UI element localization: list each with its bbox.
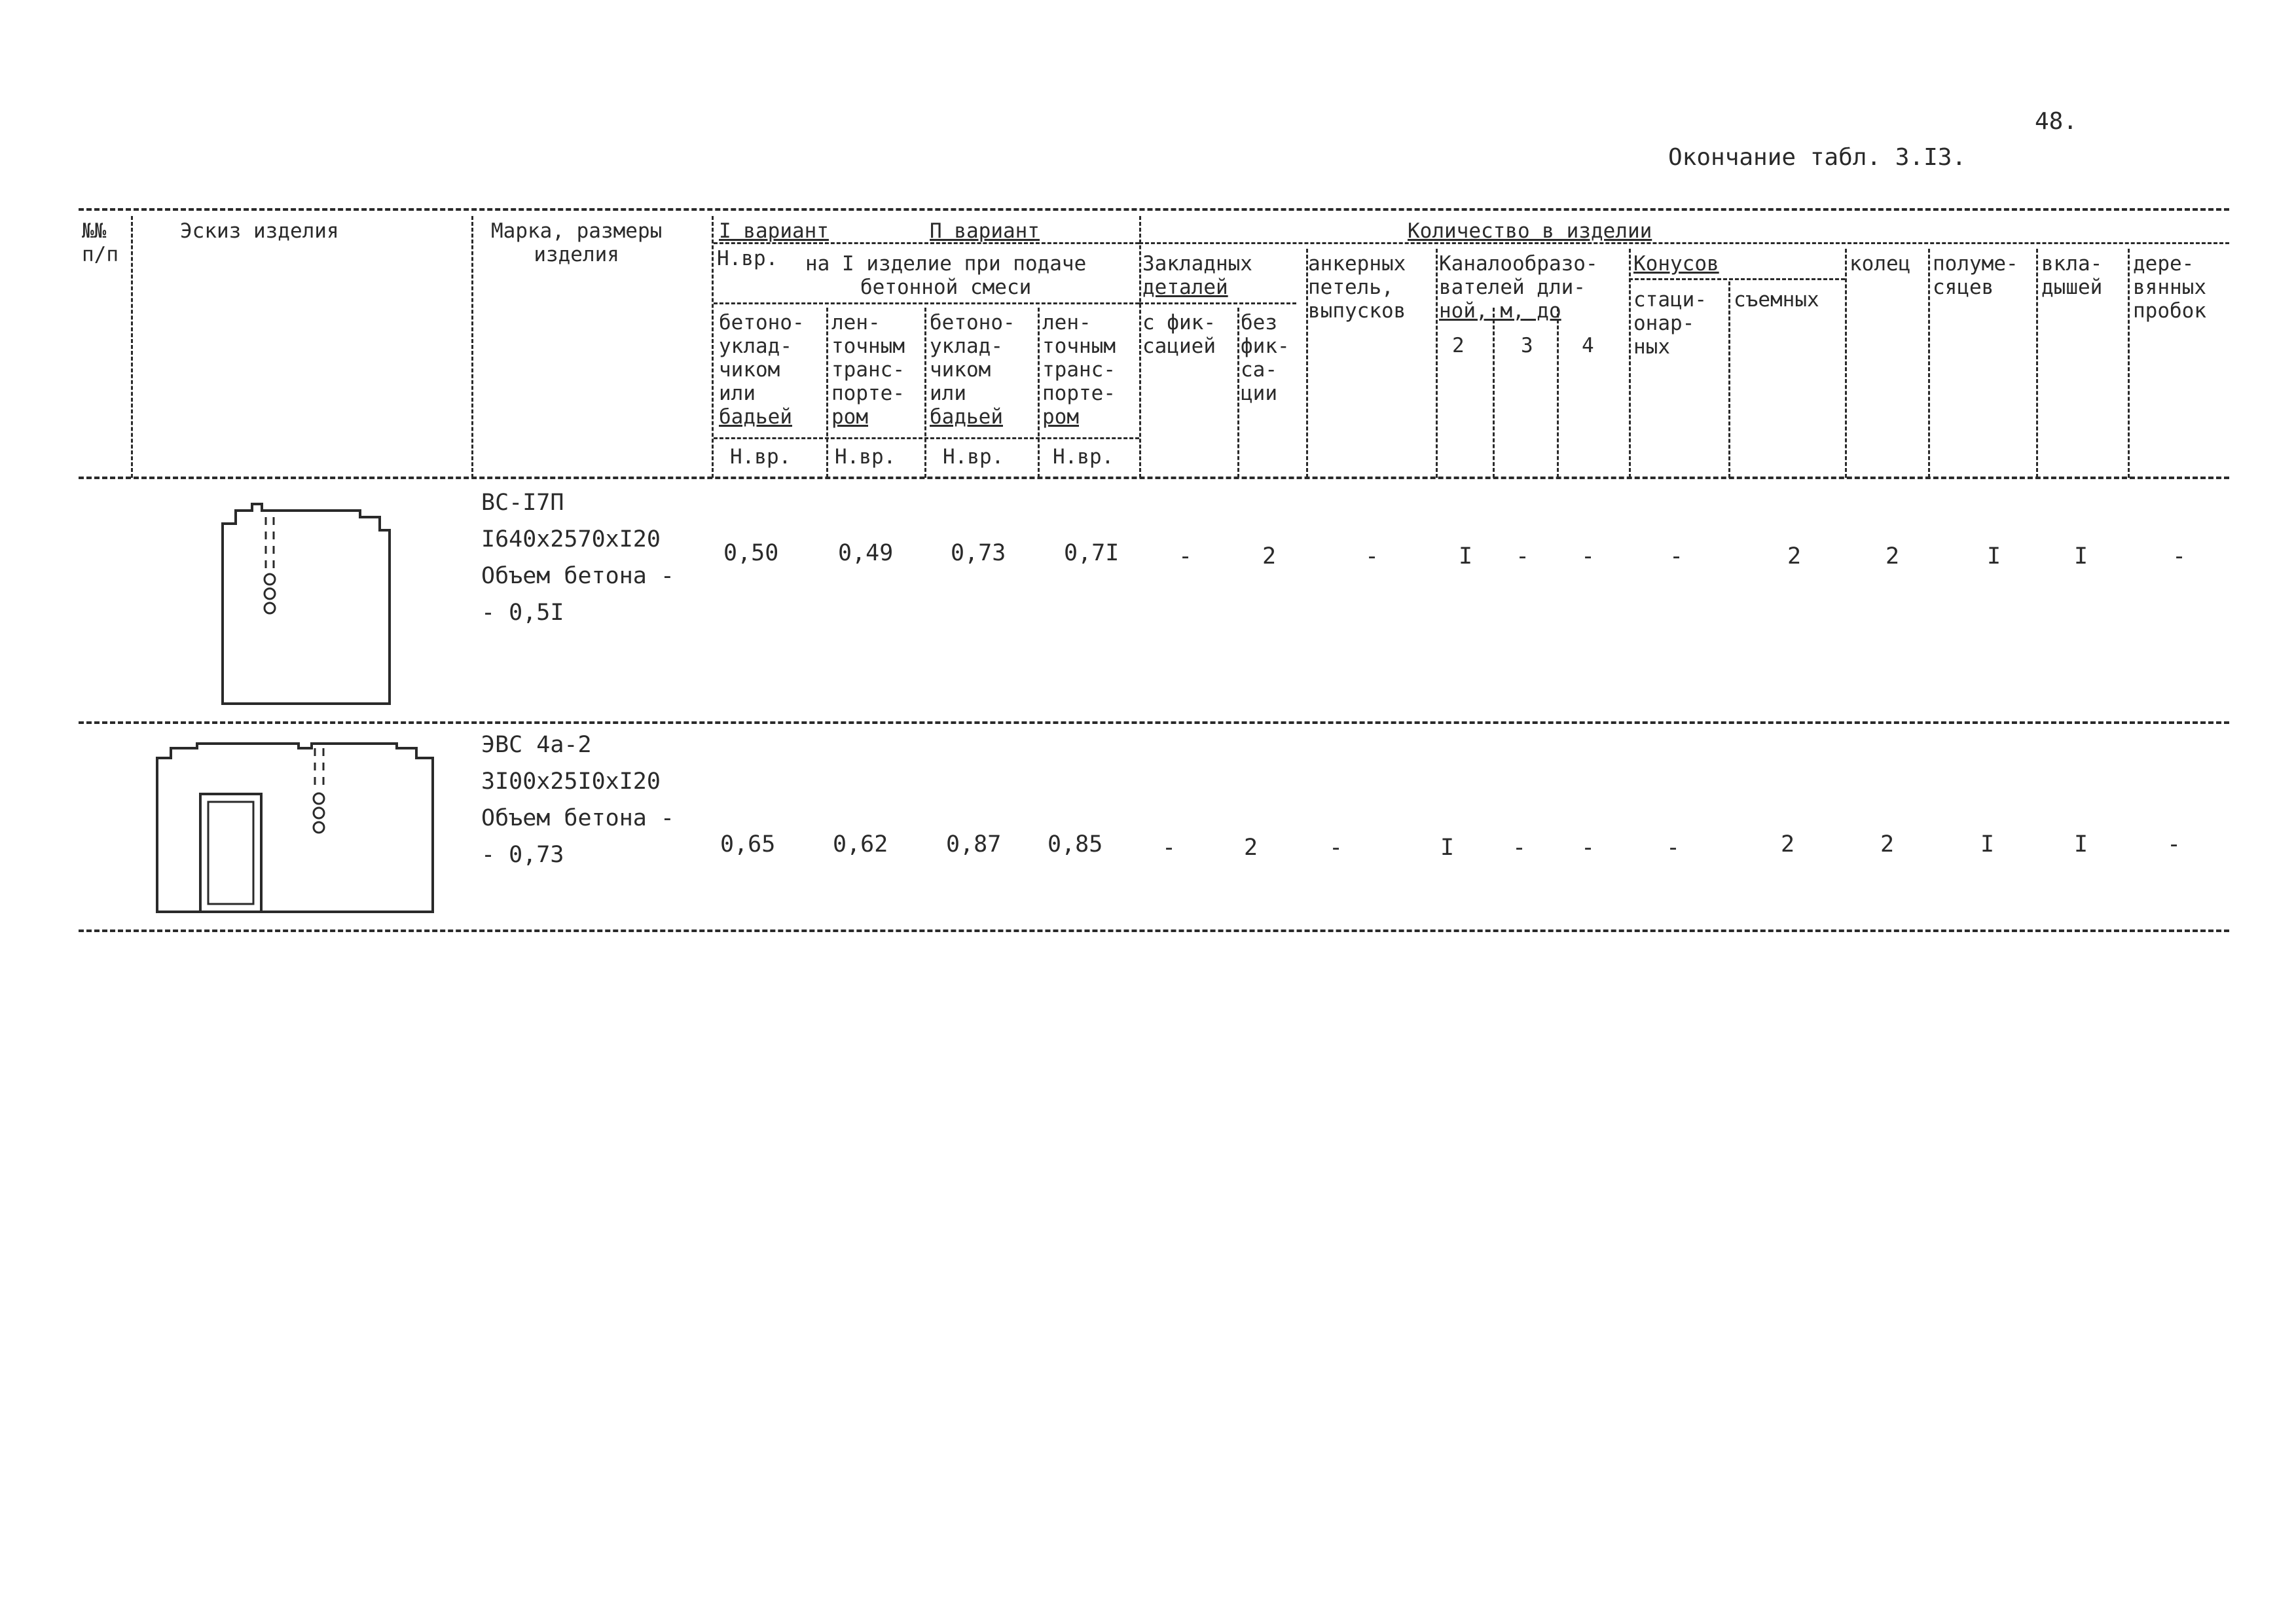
- header-lenta-1: лен- точным транс- порте- ром: [831, 311, 905, 429]
- row-2-value: 0,87: [946, 831, 1002, 857]
- header-rings: колец: [1850, 252, 1911, 276]
- row-2-count: 2: [1880, 831, 1895, 857]
- row-2-value: 0,65: [720, 831, 776, 857]
- row-1-value: 0,73: [951, 540, 1006, 566]
- col-separator: [1493, 308, 1495, 478]
- header-channel: Каналообразо- вателей дли- ной, м, до: [1439, 252, 1598, 323]
- header-stationary: стаци- онар- ных: [1633, 288, 1707, 359]
- col-separator: [924, 308, 926, 478]
- col-separator: [471, 216, 473, 478]
- row-2-count: -: [1329, 835, 1343, 861]
- col-separator: [131, 216, 133, 478]
- units-rule: [714, 437, 1139, 439]
- row-1-count: I: [2074, 543, 2088, 569]
- row-2-count: -: [1162, 835, 1176, 861]
- row-1-count: I: [1987, 543, 2001, 569]
- row-2-count: -: [1512, 835, 1527, 861]
- col-separator: [2036, 249, 2038, 478]
- row-1-value: 0,7I: [1064, 540, 1120, 566]
- row-2-count: -: [2167, 831, 2181, 857]
- row-2-count: 2: [1781, 831, 1795, 857]
- header-quantity: Количество в изделии: [1408, 219, 1652, 243]
- row-2-sketch: [155, 738, 443, 915]
- quantity-rule: [1139, 242, 2229, 244]
- table-caption: Окончание табл. 3.I3.: [1668, 144, 1967, 171]
- col-separator: [1728, 281, 1730, 478]
- header-removable: съемных: [1734, 288, 1819, 312]
- row-2-count: I: [2074, 831, 2088, 857]
- row-1-count: 2: [1886, 543, 1900, 569]
- per-item-rule: [714, 302, 1139, 304]
- row-1-count: 2: [1787, 543, 1802, 569]
- col-separator: [1928, 249, 1930, 478]
- row-2-value: 0,85: [1048, 831, 1103, 857]
- col-separator: [1845, 249, 1847, 478]
- row-1-count: -: [1581, 543, 1595, 569]
- row-1-count: -: [1516, 543, 1530, 569]
- header-embedded: Закладных деталей: [1142, 252, 1252, 299]
- row-1-count: -: [2172, 543, 2187, 569]
- header-bottom-rule: [79, 477, 2229, 479]
- col-separator: [1038, 308, 1040, 478]
- header-unit-nvr: Н.вр.: [1053, 445, 1114, 469]
- header-per-item: на I изделие при подаче бетонной смеси: [805, 252, 1087, 299]
- row-1-count: I: [1459, 543, 1473, 569]
- header-mark: Марка, размеры изделия: [491, 219, 663, 266]
- row-1-count: -: [1669, 543, 1684, 569]
- header-anchor: анкерных петель, выпусков: [1308, 252, 1406, 323]
- header-variant-1: I вариант: [719, 219, 829, 243]
- header-channel-sub: 3: [1521, 334, 1533, 357]
- header-lenta-2: лен- точным транс- порте- ром: [1042, 311, 1116, 429]
- header-inserts: вкла- дышей: [2041, 252, 2103, 299]
- row-1-count: 2: [1262, 543, 1277, 569]
- row-separator-rule: [79, 721, 2229, 724]
- col-separator: [1557, 308, 1559, 478]
- header-unit-nvr: Н.вр.: [943, 445, 1004, 469]
- row-2-value: 0,62: [833, 831, 888, 857]
- row-2-count: -: [1666, 835, 1681, 861]
- col-separator: [1139, 216, 1141, 478]
- row-1-count: -: [1365, 543, 1379, 569]
- col-separator: [1237, 308, 1239, 478]
- row-1-value: 0,50: [723, 540, 779, 566]
- header-plugs: дере- вянных пробок: [2133, 252, 2206, 323]
- header-with-fix: с фик- сацией: [1142, 311, 1216, 358]
- header-without-fix: без фик- са- ции: [1241, 311, 1290, 405]
- col-separator: [826, 308, 828, 478]
- header-channel-sub: 2: [1452, 334, 1465, 357]
- cones-rule: [1629, 278, 1845, 280]
- col-separator: [1629, 249, 1631, 478]
- header-nvr: Н.вр.: [717, 247, 778, 270]
- row-2-count: I: [1980, 831, 1995, 857]
- header-number: №№ п/п: [82, 219, 118, 266]
- header-half-moons: полуме- сяцев: [1933, 252, 2018, 299]
- col-separator: [1436, 249, 1438, 478]
- header-unit-nvr: Н.вр.: [730, 445, 792, 469]
- header-variant-2: П вариант: [930, 219, 1040, 243]
- header-channel-sub: 4: [1582, 334, 1594, 357]
- header-unit-nvr: Н.вр.: [835, 445, 896, 469]
- row-2-count: I: [1440, 835, 1455, 861]
- header-beton-1: бетоно- уклад- чиком или бадьей: [719, 311, 805, 429]
- row-2-description: ЭВС 4а-2 3I00x25I0xI20 Объем бетона - - 0,73: [481, 732, 675, 868]
- row-1-value: 0,49: [838, 540, 894, 566]
- row-1-description: ВС-I7П I640x2570xI20 Объем бетона - - 0,5I: [481, 490, 675, 626]
- col-separator: [2128, 249, 2130, 478]
- header-sketch: Эскиз изделия: [180, 219, 339, 243]
- col-separator: [712, 216, 714, 478]
- header-cones: Конусов: [1633, 252, 1719, 276]
- embedded-rule: [1139, 302, 1296, 304]
- table-bottom-rule: [79, 929, 2229, 932]
- header-beton-2: бетоно- уклад- чиком или бадьей: [930, 311, 1015, 429]
- table-top-rule: [79, 208, 2229, 211]
- row-2-count: 2: [1244, 835, 1258, 861]
- row-1-sketch: [216, 497, 399, 707]
- row-1-count: -: [1178, 543, 1193, 569]
- page-number: 48.: [2035, 108, 2078, 135]
- row-2-count: -: [1581, 835, 1595, 861]
